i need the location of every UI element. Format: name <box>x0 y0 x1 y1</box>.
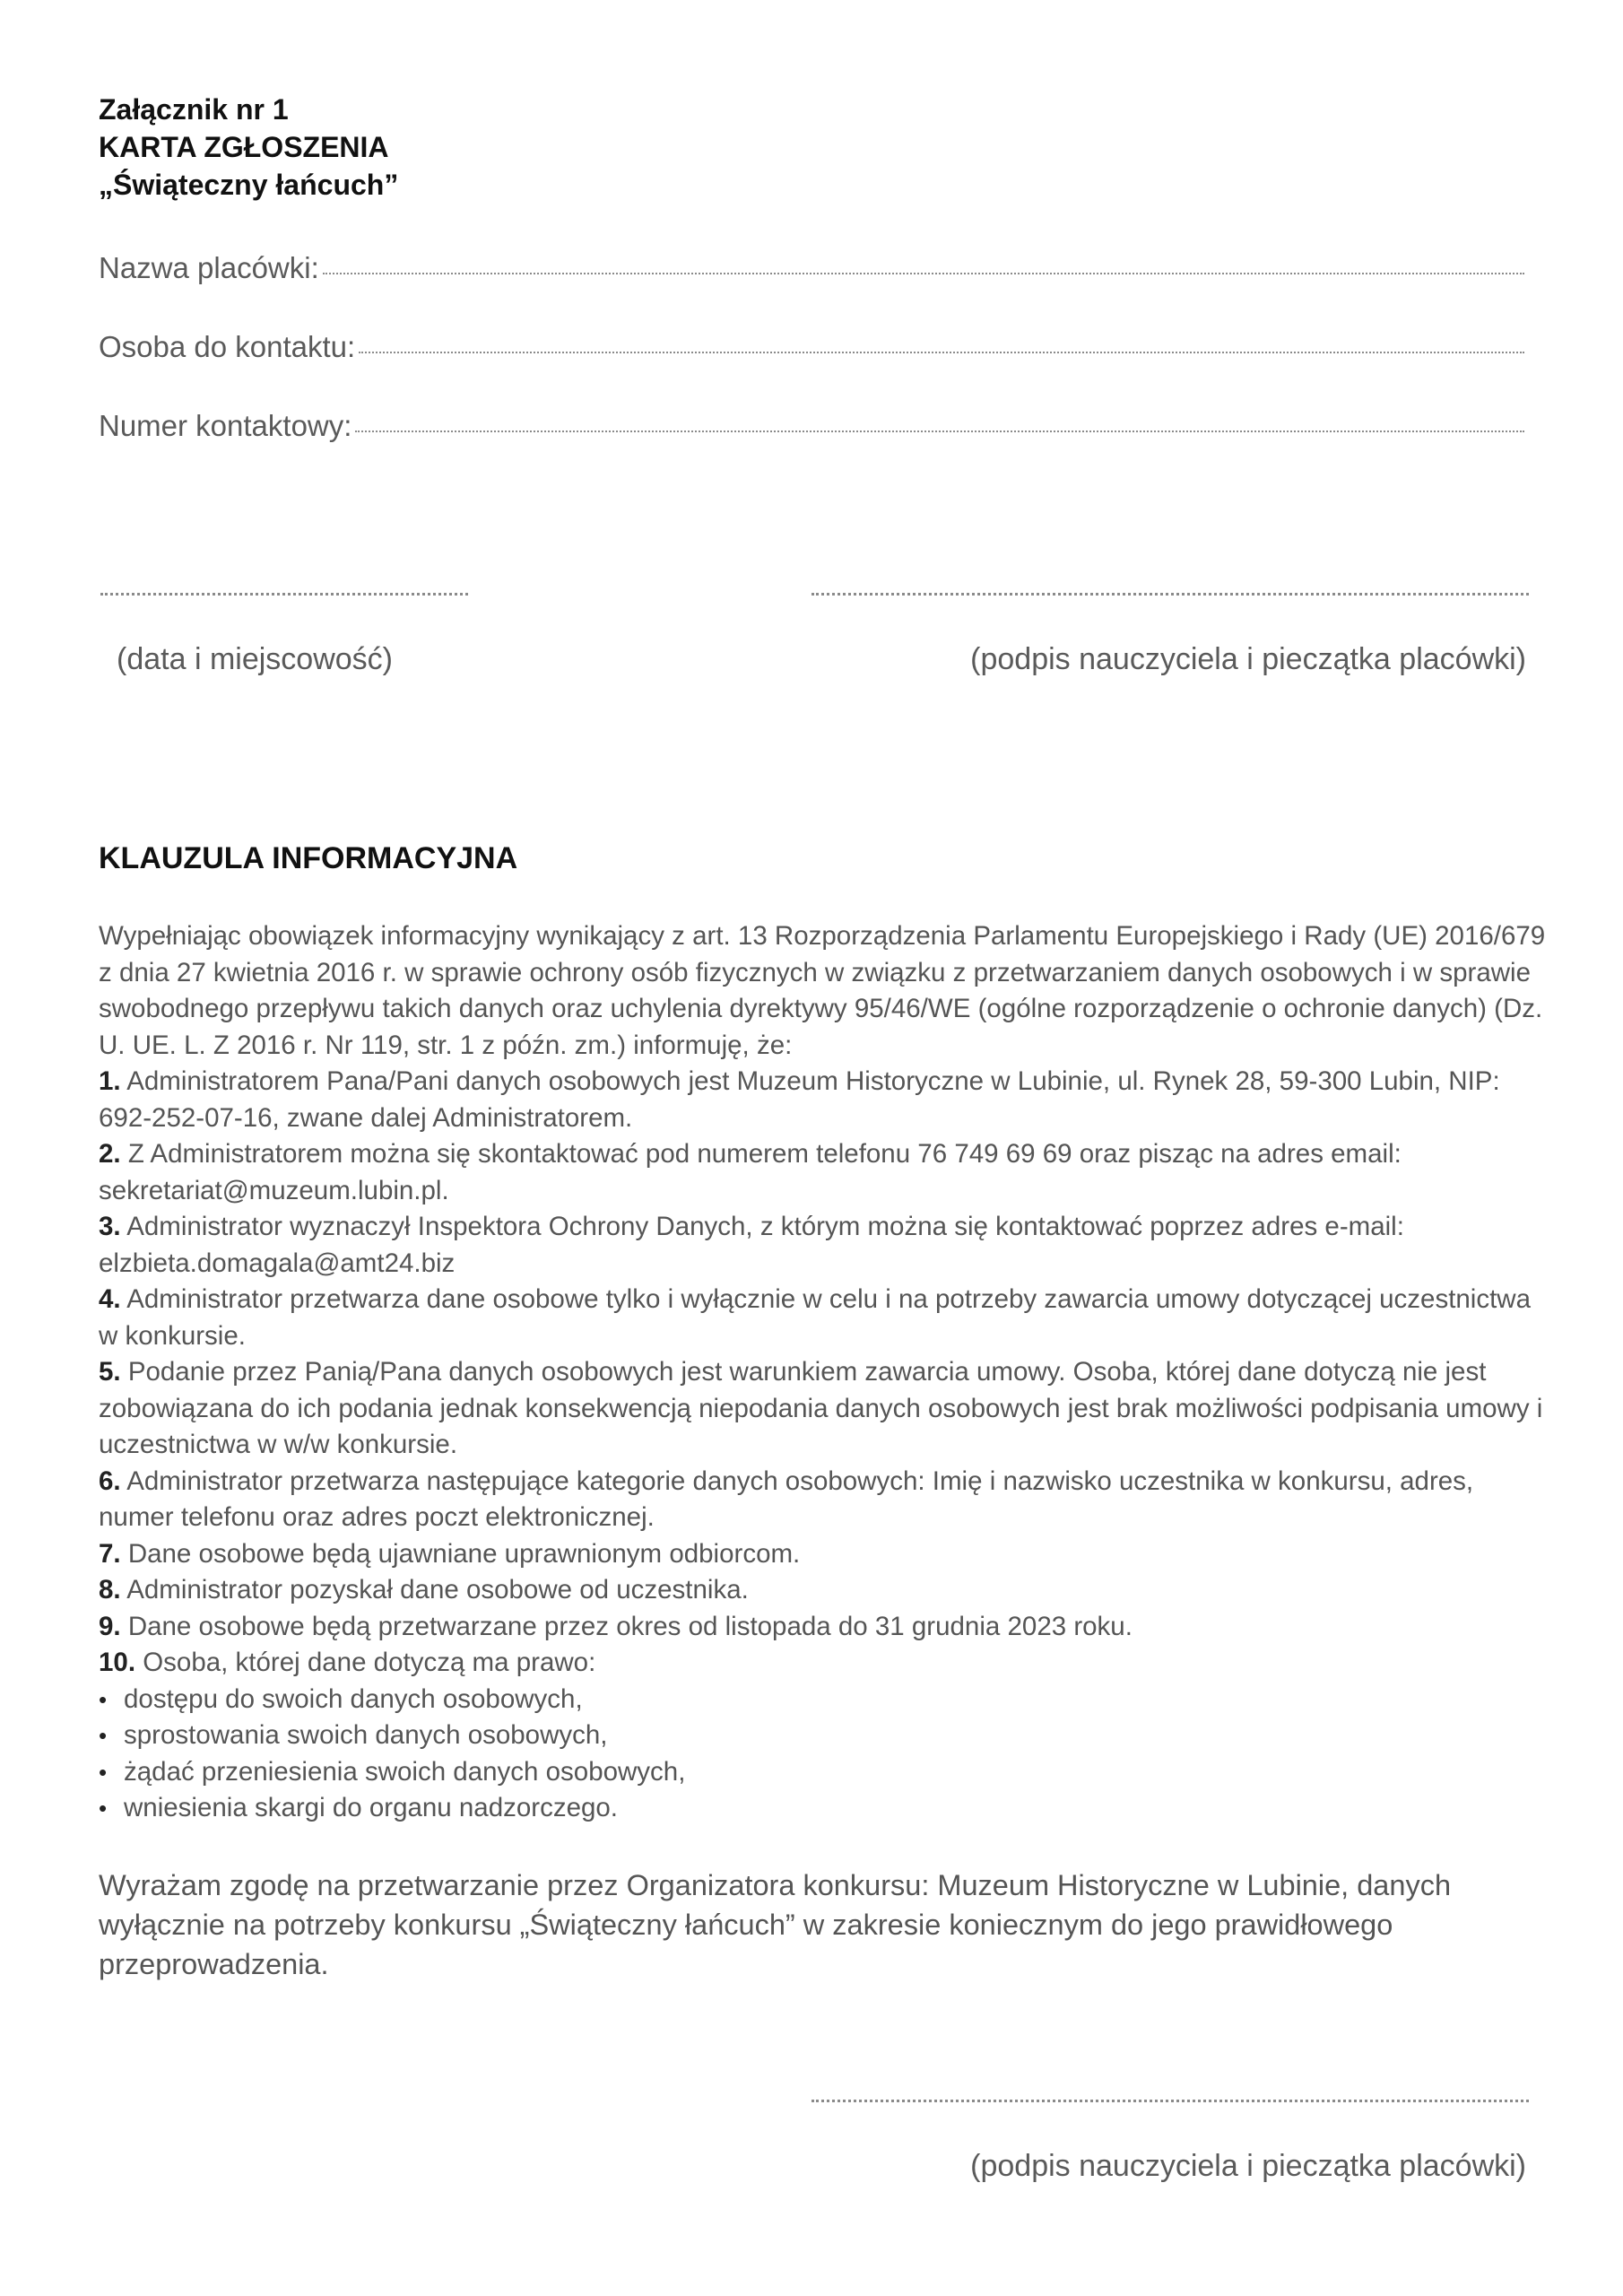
date-place-caption: (data i miejscowość) <box>117 642 393 676</box>
bullet-icon: • <box>99 1795 108 1822</box>
item-number: 3. <box>99 1212 121 1241</box>
list-item <box>99 1536 1551 1573</box>
rights-text: sprostowania swoich danych osobowych, <box>124 1720 608 1750</box>
item-number: 10. <box>99 1648 136 1677</box>
item-number: 7. <box>99 1538 121 1569</box>
item-text: Dane osobowe będą ujawniane uprawnionym odbiorcom. <box>127 1538 801 1569</box>
bullet-icon: • <box>99 1758 108 1786</box>
item-number: 2. <box>99 1139 121 1169</box>
list-item <box>99 1136 1551 1209</box>
list-item <box>99 1572 1551 1609</box>
attachment-number: Załącznik nr 1 <box>99 93 289 126</box>
contact-number-field[interactable] <box>99 409 1524 443</box>
signature-line-top[interactable] <box>812 592 1529 596</box>
signature-caption-top: (podpis nauczyciela i pieczątka placówki) <box>970 642 1526 676</box>
form-title: KARTA ZGŁOSZENIA <box>99 131 389 163</box>
item-number: 6. <box>99 1465 121 1496</box>
rights-item <box>99 1754 1551 1791</box>
list-item <box>99 1464 1551 1536</box>
rights-text: wniesienia skargi do organu nadzorczego. <box>124 1793 619 1822</box>
contact-person-field[interactable] <box>99 330 1524 364</box>
bullet-icon: • <box>99 1685 108 1713</box>
rights-text: żądać przeniesienia swoich danych osobowych, <box>124 1756 686 1787</box>
item-number: 1. <box>99 1066 121 1096</box>
item-text: Osoba, której dane dotyczą ma prawo: <box>143 1648 596 1677</box>
list-item <box>99 1645 1551 1682</box>
contact-person-label: Osoba do kontaktu: <box>99 330 356 363</box>
item-number: 4. <box>99 1284 121 1314</box>
item-text: Z Administratorem można się skontaktować pod numerem telefonu 76 749 69 69 oraz pisząc na adres email: sekretariat@muzeum.lubin.pl. <box>99 1139 1402 1205</box>
date-place-line[interactable] <box>100 592 468 596</box>
clause-body <box>99 918 1551 1827</box>
list-item <box>99 1282 1551 1354</box>
clause-title: KLAUZULA INFORMACYJNA <box>99 841 518 875</box>
rights-text: dostępu do swoich danych osobowych, <box>124 1683 583 1714</box>
item-text: Administratorem Pana/Pani danych osobowych jest Muzeum Historyczne w Lubinie, ul. Rynek 28, 59-300 Lubin, NIP: 692-252-07-16, zwane dalej Administratorem. <box>99 1066 1500 1133</box>
consent-text: Wyrażam zgodę na przetwarzanie przez Organizatora konkursu: Muzeum Historyczne w Lubinie, danych wyłącznie na potrzeby konkursu „Świąteczny łańcuch” w zakresie koniecznym do jego prawidłowego przeprowadzenia. <box>99 1869 1452 1980</box>
item-text: Administrator wyznaczył Inspektora Ochrony Danych, z którym można się kontaktować poprzez adres e-mail: elzbieta.domagala@amt24.biz <box>99 1212 1404 1278</box>
list-item <box>99 1609 1551 1646</box>
item-number: 8. <box>99 1575 121 1605</box>
contact-number-dotted-line <box>355 430 1524 432</box>
institution-label: Nazwa placówki: <box>99 251 319 284</box>
rights-item <box>99 1682 1551 1718</box>
item-number: 9. <box>99 1611 121 1641</box>
institution-field[interactable] <box>99 251 1524 285</box>
institution-dotted-line <box>323 272 1524 274</box>
rights-item <box>99 1718 1551 1754</box>
contest-name: „Świąteczny łańcuch” <box>99 169 399 201</box>
clause-intro: Wypełniając obowiązek informacyjny wynikający z art. 13 Rozporządzenia Parlamentu Europejskiego i Rady (UE) 2016/679 z dnia 27 kwietnia 2016 r. w sprawie ochrony osób fizycznych w związku z przetwarzaniem danych osobowych i w sprawie swobodnego przepływu takich danych oraz uchylenia dyrektywy 95/46/WE (ogólne rozporządzenie o ochronie danych) (Dz. U. UE. L. Z 2016 r. Nr 119, str. 1 z późn. zm.) informuję, że: <box>99 921 1546 1060</box>
contact-number-label: Numer kontaktowy: <box>99 409 352 442</box>
item-number: 5. <box>99 1357 121 1387</box>
list-item <box>99 1354 1551 1464</box>
signature-line-bottom[interactable] <box>812 2099 1529 2102</box>
bullet-icon: • <box>99 1722 108 1749</box>
item-text: Dane osobowe będą przetwarzane przez okres od listopada do 31 grudnia 2023 roku. <box>127 1611 1133 1641</box>
list-item <box>99 1064 1551 1136</box>
signature-caption-bottom: (podpis nauczyciela i pieczątka placówki) <box>970 2149 1526 2183</box>
item-text: Podanie przez Panią/Pana danych osobowych jest warunkiem zawarcia umowy. Osoba, której dane dotyczą nie jest zobowiązana do ich podania jednak konsekwencją niepodania danych osobowych jest brak możliwości podpisania umowy i uczestnictwa w w/w konkursie. <box>99 1357 1543 1459</box>
contact-person-dotted-line <box>359 351 1524 353</box>
item-text: Administrator przetwarza następujące kategorie danych osobowych: Imię i nazwisko uczestnika w konkursu, adres, numer telefonu oraz adres poczt elektronicznej. <box>99 1465 1474 1532</box>
list-item <box>99 1209 1551 1282</box>
item-text: Administrator przetwarza dane osobowe tylko i wyłącznie w celu i na potrzeby zawarcia umowy dotyczącej uczestnictwa w konkursie. <box>99 1284 1532 1351</box>
item-text: Administrator pozyskał dane osobowe od uczestnika. <box>126 1575 749 1605</box>
rights-item <box>99 1790 1551 1827</box>
